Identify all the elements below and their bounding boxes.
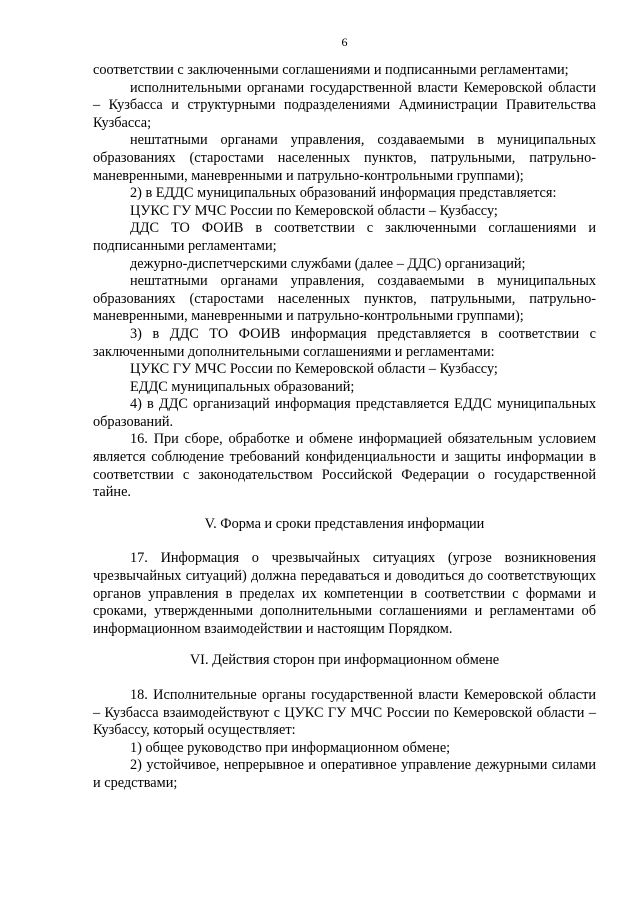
paragraph: 17. Информация о чрезвычайных ситуациях (угрозе возникновения чрезвычайных ситуаций) должна передаваться и доводиться до соответствующих органов управления в пределах их компетенции в соответствии с формами и сроками, утвержденными дополнительными соглашениями и регламентами об информационном взаимодействии и настоящим Порядком. [93,550,596,637]
paragraph: 1) общее руководство при информационном обмене; [130,739,451,756]
page-number: 6 [341,35,348,49]
paragraph: 2) в ЕДДС муниципальных образований информация представляется: [130,185,557,202]
paragraph: ДДС ТО ФОИВ в соответствии с заключенными соглашениями и подписанными регламентами; [93,220,596,254]
paragraph: 16. При сборе, обработке и обмене информацией обязательным условием является соблюдение требований конфиденциальности и защиты информации в соответствии с законодательством Российской Федерации о государственной тайне. [93,431,596,501]
document-body [93,62,596,793]
paragraph: дежурно-диспетчерскими службами (далее – ДДС) организаций; [130,255,526,272]
paragraph: исполнительными органами государственной власти Кемеровской области – Кузбасса и структурными подразделениями Администрации Правительства Кузбасса; [93,79,596,131]
paragraph: соответствии с заключенными соглашениями и подписанными регламентами; [93,62,569,78]
paragraph: нештатными органами управления, создаваемыми в муниципальных образованиях (старостами населенных пунктов, патрульными, патрульно-маневренными, маневренными и патрульно-контрольными группами); [93,132,596,184]
paragraph: ЕДДС муниципальных образований; [130,378,355,395]
paragraph: ЦУКС ГУ МЧС России по Кемеровской области – Кузбассу; [130,202,498,219]
paragraph: нештатными органами управления, создаваемыми в муниципальных образованиях (старостами населенных пунктов, патрульными, патрульно-маневренными, маневренными и патрульно-контрольными группами); [93,273,596,325]
paragraph: 2) устойчивое, непрерывное и оперативное управление дежурными силами и средствами; [93,757,596,791]
section-heading: VI. Действия сторон при информационном обмене [189,652,500,669]
paragraph: 18. Исполнительные органы государственной власти Кемеровской области – Кузбасса взаимодействуют с ЦУКС ГУ МЧС России по Кемеровской области – Кузбассу, который осуществляет: [93,687,596,739]
paragraph: ЦУКС ГУ МЧС России по Кемеровской области – Кузбассу; [130,361,498,378]
section-heading: V. Форма и сроки представления информации [204,515,485,532]
paragraph: 4) в ДДС организаций информация представляется ЕДДС муниципальных образований. [93,396,596,430]
document-page [93,34,596,793]
paragraph: 3) в ДДС ТО ФОИВ информация представляется в соответствии с заключенными дополнительными соглашениями и регламентами: [93,325,596,360]
